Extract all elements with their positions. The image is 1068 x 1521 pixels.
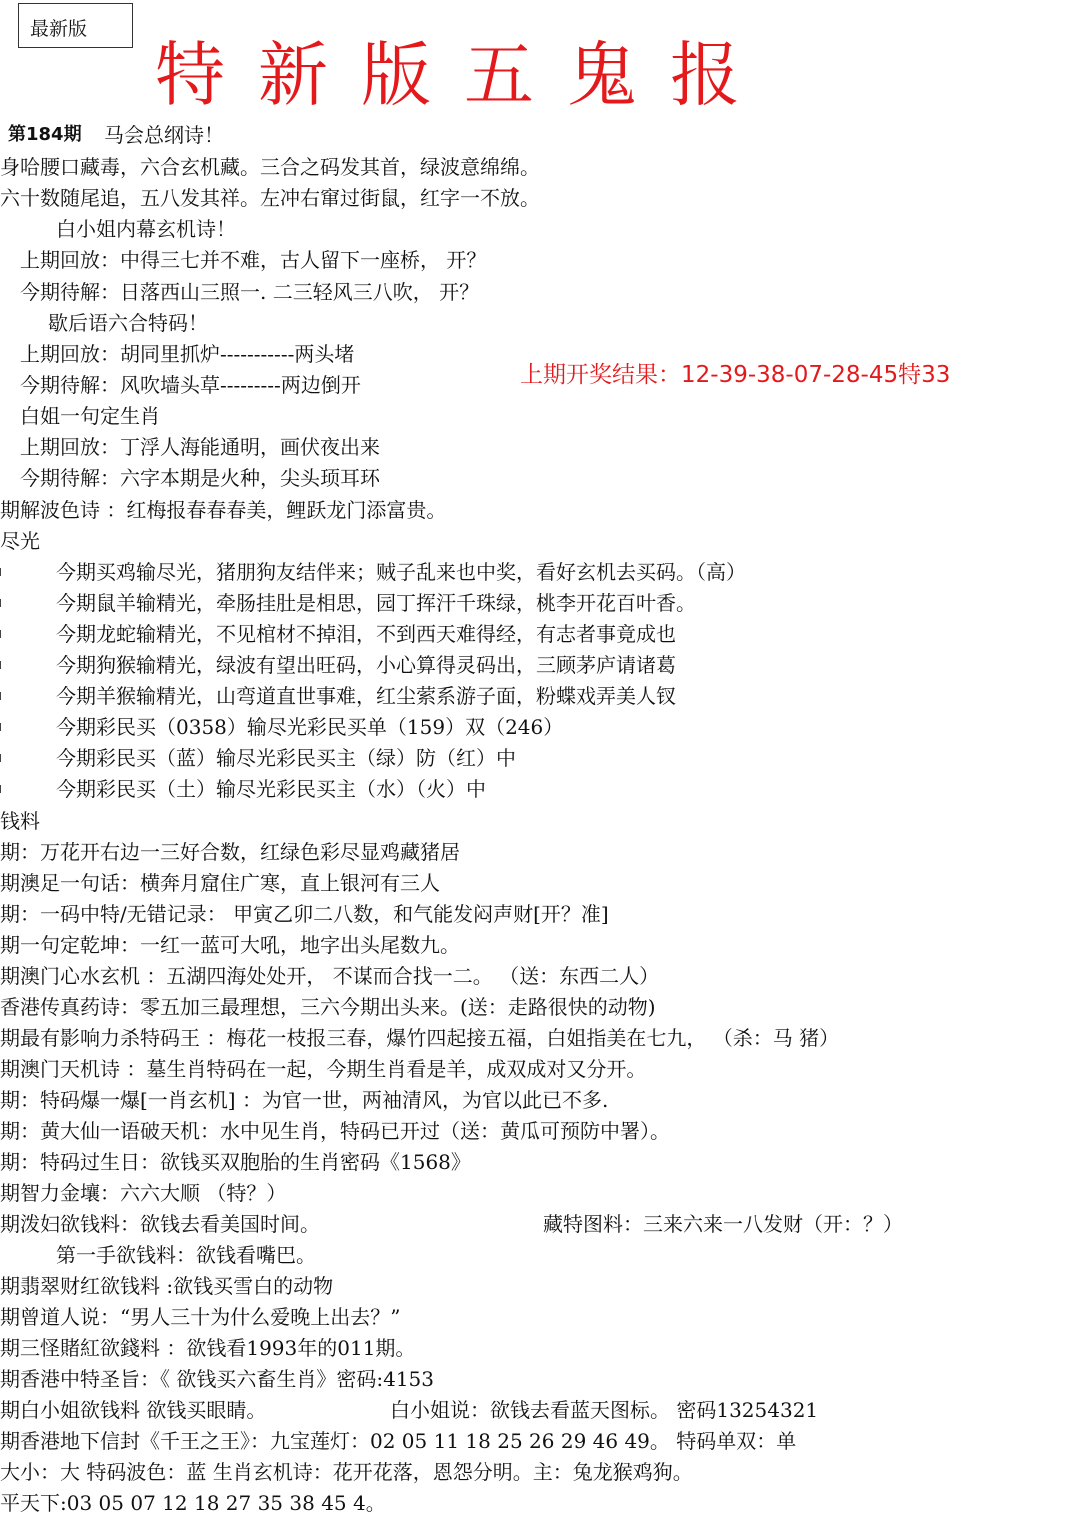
bullet-mark	[0, 630, 7, 638]
text-line: 期香港地下信封《千王之王》：九宝莲灯：02 05 11 18 25 26 29 46 49。 特码单双：单	[0, 1429, 797, 1453]
text-line: 期泼妇欲钱料：欲钱去看美国时间。	[0, 1212, 320, 1236]
text-line: 期：一码中特/无错记录： 甲寅乙卯二八数，和气能发闷声财[开？准]	[0, 902, 609, 926]
text-line: 六十数随尾追，五八发其祥。左冲右窜过街鼠，红字一不放。	[0, 186, 540, 210]
bullet-mark	[0, 785, 7, 793]
text-line: 今期羊猴输精光，山弯道直世事难，红尘萦系游子面，粉蝶戏弄美人钗	[56, 684, 676, 708]
text-line: 今期鼠羊输精光，牵肠挂肚是相思，园丁挥汗千珠绿，桃李开花百叶香。	[56, 591, 696, 615]
text-line: 藏特图料：三来六来一八发财（开：？）	[543, 1212, 903, 1236]
text-line: 尽光	[0, 529, 40, 553]
text-line: 第一手欲钱料：欲钱看嘴巴。	[56, 1243, 316, 1267]
text-line: 期澳门天机诗 ：墓生肖特码在一起，今期生肖看是羊，成双成对又分开。	[0, 1057, 647, 1081]
text-line: 白姐一句定生肖	[20, 404, 160, 428]
text-line: 期翡翠财红欲钱料 :欲钱买雪白的动物	[0, 1274, 334, 1298]
text-line: 身哈腰口藏毒，六合玄机藏。三合之码发其首，绿波意绵绵。	[0, 155, 540, 179]
text-line: 白小姐内幕玄机诗！	[56, 217, 236, 241]
text-line: 期智力金壤：六六大顺 （特？）	[0, 1181, 287, 1205]
bullet-mark	[0, 754, 7, 762]
text-line: 上期回放：丁浮人海能通明，画伏夜出来	[20, 435, 380, 459]
text-line: 大小：大 特码波色：蓝 生肖玄机诗：花开花落，恩怨分明。主：兔龙猴鸡狗。	[0, 1460, 693, 1484]
text-line: 今期彩民买（蓝）输尽光彩民买主（绿）防（红）中	[56, 746, 516, 770]
bullet-mark	[0, 692, 7, 700]
issue-number: 第184期	[8, 124, 82, 145]
last-draw-result: 上期开奖结果：12-39-38-07-28-45特33	[520, 362, 951, 388]
text-line: 上期回放：中得三七并不难，古人留下一座桥， 开？	[20, 248, 487, 272]
text-line: 期：黄大仙一语破天机：水中见生肖，特码已开过（送：黄瓜可预防中署）。	[0, 1119, 670, 1143]
text-line: 今期彩民买（0358）输尽光彩民买单（159）双（246）	[56, 715, 564, 739]
text-line: 期解波色诗 ：红梅报春春春美，鲤跃龙门添富贵。	[0, 498, 447, 522]
bullet-mark	[0, 661, 7, 669]
text-line: 期一句定乾坤：一红一蓝可大吼，地字出头尾数九。	[0, 933, 460, 957]
text-line: 今期买鸡输尽光，猪朋狗友结伴来；贼子乱来也中奖，看好玄机去买码。（高）	[56, 560, 746, 584]
text-line: 今期待解：六字本期是火种，尖头顼耳环	[20, 466, 380, 490]
text-line: 白小姐说：欲钱去看蓝天图标。 密码13254321	[390, 1398, 819, 1422]
page-title: 特新版五鬼报	[155, 34, 773, 116]
bullet-mark	[0, 723, 7, 731]
text-line: 今期狗猴输精光，绿波有望出旺码，小心算得灵码出，三顾茅庐请诸葛	[56, 653, 676, 677]
bullet-mark	[0, 568, 7, 576]
text-line: 期：特码过生日：欲钱买双胞胎的生肖密码《1568》	[0, 1150, 471, 1174]
text-line: 今期待解：风吹墙头草---------两边倒开	[20, 373, 361, 397]
text-line: 马会总纲诗！	[104, 123, 224, 147]
text-line: 上期回放：胡同里抓炉-----------两头堵	[20, 342, 355, 366]
text-line: 期：万花开右边一三好合数，红绿色彩尽显鸡藏猪居	[0, 840, 460, 864]
text-line: 期白小姐欲钱料 欲钱买眼睛。	[0, 1398, 267, 1422]
text-line: 香港传真药诗：零五加三最理想，三六今期出头来。(送：走路很快的动物)	[0, 995, 656, 1019]
text-line: 期：特码爆一爆[一肖玄机] ：为官一世，两袖清风，为官以此已不多.	[0, 1088, 609, 1112]
text-line: 平天下:03 05 07 12 18 27 35 38 45 4。	[0, 1491, 386, 1515]
text-line: 今期彩民买（土）输尽光彩民买主（水）（火）中	[56, 777, 486, 801]
text-line: 期三怪賭紅欲錢料 ：欲钱看1993年的011期。	[0, 1336, 416, 1360]
text-line: 今期待解：日落西山三照一. 二三轻风三八吹， 开？	[20, 280, 480, 304]
text-line: 期香港中特圣旨：《 欲钱买六畜生肖》密码:4153	[0, 1367, 434, 1391]
text-line: 歇后语六合特码！	[48, 311, 208, 335]
bullet-mark	[0, 599, 7, 607]
text-line: 今期龙蛇输精光，不见棺材不掉泪，不到西天难得经，有志者事竟成也	[56, 622, 676, 646]
text-line: 钱料	[0, 809, 40, 833]
text-line: 期澳足一句话：横奔月窟住广寒，直上银河有三人	[0, 871, 440, 895]
text-line: 期最有影响力杀特码王 ：梅花一枝报三春，爆竹四起接五福，白姐指美在七九， （杀：马 猪）	[0, 1026, 840, 1050]
text-line: 期曾道人说：“男人三十为什么爱晚上出去？”	[0, 1305, 401, 1329]
edition-badge: 最新版	[18, 3, 133, 48]
text-line: 期澳门心水玄机 ：五湖四海处处开， 不谋而合找一二。 （送：东西二人）	[0, 964, 660, 988]
